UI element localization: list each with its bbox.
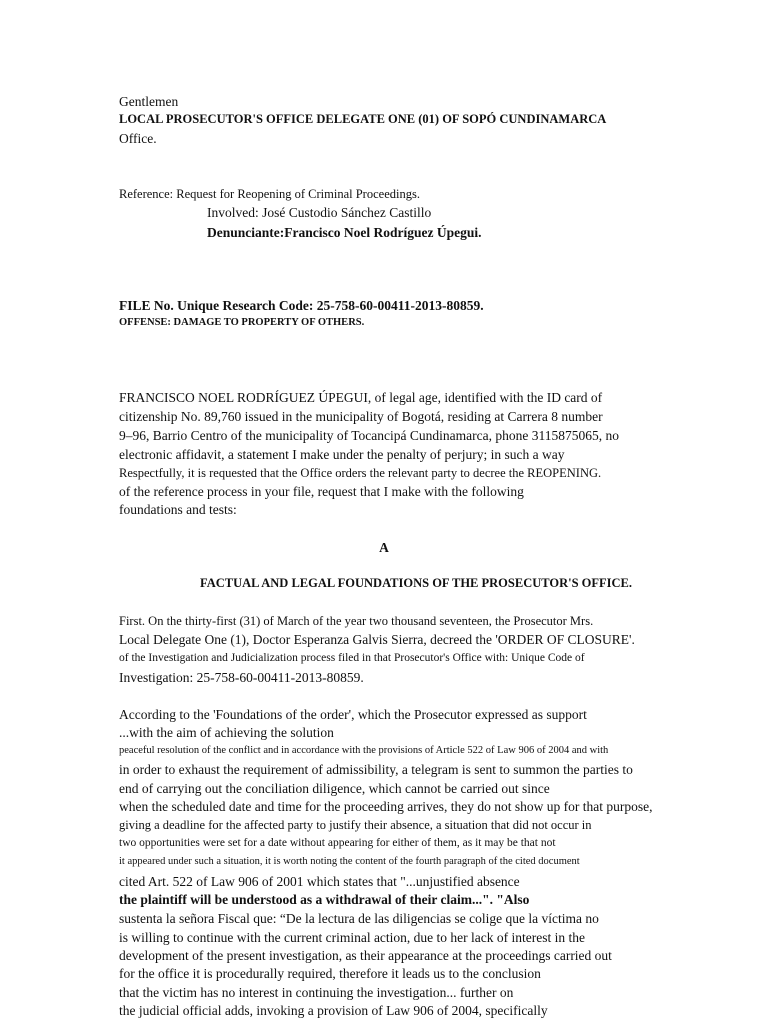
intro-line: electronic affidavit, a statement I make under the penalty of perjury; in such a way <box>119 447 565 462</box>
second-line: is willing to continue with the current criminal action, due to her lack of interest in the <box>119 930 585 945</box>
second-line: According to the 'Foundations of the order', which the Prosecutor expressed as support <box>119 707 587 722</box>
office-line: Office. <box>119 131 157 146</box>
intro-line: 9–96, Barrio Centro of the municipality of Tocancipá Cundinamarca, phone 3115875065, no <box>119 428 619 443</box>
first-line: of the Investigation and Judicialization process filed in that Prosecutor's Office with: Unique Code of <box>119 652 585 664</box>
second-line-bold: the plaintiff will be understood as a withdrawal of their claim...". "Also <box>119 892 530 907</box>
intro-line: of the reference process in your file, request that I make with the following <box>119 484 524 499</box>
offense-line: OFFENSE: DAMAGE TO PROPERTY OF OTHERS. <box>119 317 365 328</box>
second-line: cited Art. 522 of Law 906 of 2001 which states that "...unjustified absence <box>119 874 520 889</box>
first-line: Local Delegate One (1), Doctor Esperanza Galvis Sierra, decreed the 'ORDER OF CLOSURE'. <box>119 632 635 647</box>
intro-line: foundations and tests: <box>119 502 237 517</box>
salutation: Gentlemen <box>119 94 179 109</box>
intro-line: FRANCISCO NOEL RODRÍGUEZ ÚPEGUI, of legal age, identified with the ID card of <box>119 390 603 405</box>
second-line: two opportunities were set for a date without appearing for either of them, as it may be that not <box>119 837 556 849</box>
first-line: Investigation: 25-758-60-00411-2013-80859. <box>119 670 364 685</box>
second-line: it appeared under such a situation, it is worth noting the content of the fourth paragraph of the cited document <box>119 856 580 867</box>
complainant-line: Denunciante:Francisco Noel Rodríguez Úpegui. <box>207 225 482 240</box>
reference-line: Reference: Request for Reopening of Criminal Proceedings. <box>119 187 420 201</box>
intro-line: Respectfully, it is requested that the Office orders the relevant party to decree the REOPENING. <box>119 466 602 480</box>
involved-line: Involved: José Custodio Sánchez Castillo <box>207 205 432 220</box>
second-line: that the victim has no interest in continuing the investigation... further on <box>119 985 514 1000</box>
second-line: giving a deadline for the affected party to justify their absence, a situation that did not occur in <box>119 818 592 832</box>
second-line: ...with the aim of achieving the solution <box>119 725 334 740</box>
second-line: the judicial official adds, invoking a provision of Law 906 of 2004, specifically <box>119 1003 548 1018</box>
second-line: when the scheduled date and time for the proceeding arrives, they do not show up for that purpose, <box>119 799 653 814</box>
file-code-line: FILE No. Unique Research Code: 25-758-60-00411-2013-80859. <box>119 298 484 313</box>
section-title: FACTUAL AND LEGAL FOUNDATIONS OF THE PROSECUTOR'S OFFICE. <box>200 576 633 590</box>
office-name: LOCAL PROSECUTOR'S OFFICE DELEGATE ONE (01) OF SOPÓ CUNDINAMARCA <box>119 112 607 126</box>
second-line: in order to exhaust the requirement of admissibility, a telegram is sent to summon the parties to <box>119 762 633 777</box>
second-line: end of carrying out the conciliation diligence, which cannot be carried out since <box>119 781 550 796</box>
section-letter: A <box>379 540 389 555</box>
second-line: for the office it is procedurally required, therefore it leads us to the conclusion <box>119 966 541 981</box>
second-line: sustenta la señora Fiscal que: “De la lectura de las diligencias se colige que la víctima no <box>119 911 599 926</box>
first-line: First. On the thirty-first (31) of March of the year two thousand seventeen, the Prosecutor Mrs. <box>119 614 594 628</box>
second-line: development of the present investigation, as their appearance at the proceedings carried out <box>119 948 612 963</box>
intro-line: citizenship No. 89,760 issued in the municipality of Bogotá, residing at Carrera 8 number <box>119 409 603 424</box>
second-line: peaceful resolution of the conflict and in accordance with the provisions of Article 522 of Law 906 of 2004 and with <box>119 745 609 756</box>
